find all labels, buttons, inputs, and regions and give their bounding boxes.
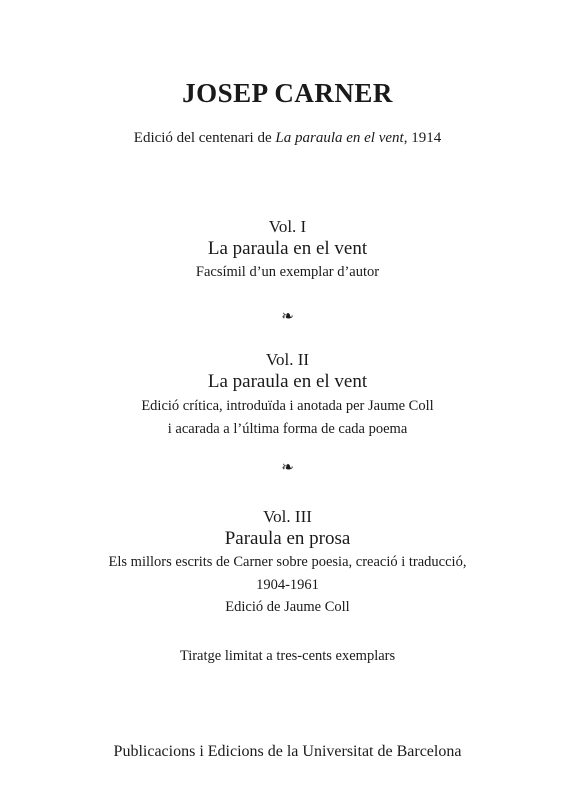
volume-3-number: Vol. III (263, 507, 312, 526)
volume-2-description-line-2: i acarada a l’última forma de cada poema (167, 421, 408, 437)
fleuron-icon: ❧ (281, 460, 294, 476)
limited-edition-note: Tiratge limitat a tres-cents exemplars (179, 648, 396, 664)
volume-2-description-line-1: Edició crítica, introduïda i anotada per Jaume Coll (141, 398, 434, 414)
volume-3-title: Paraula en prosa (224, 528, 351, 549)
subtitle-prefix: Edició del centenari de (133, 130, 276, 146)
volume-1-title: La paraula en el vent (207, 238, 368, 259)
fleuron-icon: ❧ (281, 309, 294, 325)
volume-2-title: La paraula en el vent (207, 371, 368, 392)
author-name: JOSEP CARNER (182, 78, 393, 108)
volume-3-description-line-1: Els millors escrits de Carner sobre poesia, creació i traducció, (108, 554, 467, 570)
volume-3-description-line-2: 1904-1961 (256, 577, 319, 593)
publisher-name: Publicacions i Edicions de la Universitat de Barcelona (113, 743, 462, 760)
edition-subtitle (0, 130, 575, 147)
subtitle-book-title: La paraula en el vent (275, 130, 404, 146)
subtitle-suffix: , 1914 (403, 130, 442, 146)
volume-1-number: Vol. I (268, 217, 307, 236)
volume-1-description: Facsímil d’un exemplar d’autor (195, 264, 380, 280)
volume-2-number: Vol. II (265, 350, 310, 369)
volume-3-description-line-3: Edició de Jaume Coll (225, 599, 350, 615)
